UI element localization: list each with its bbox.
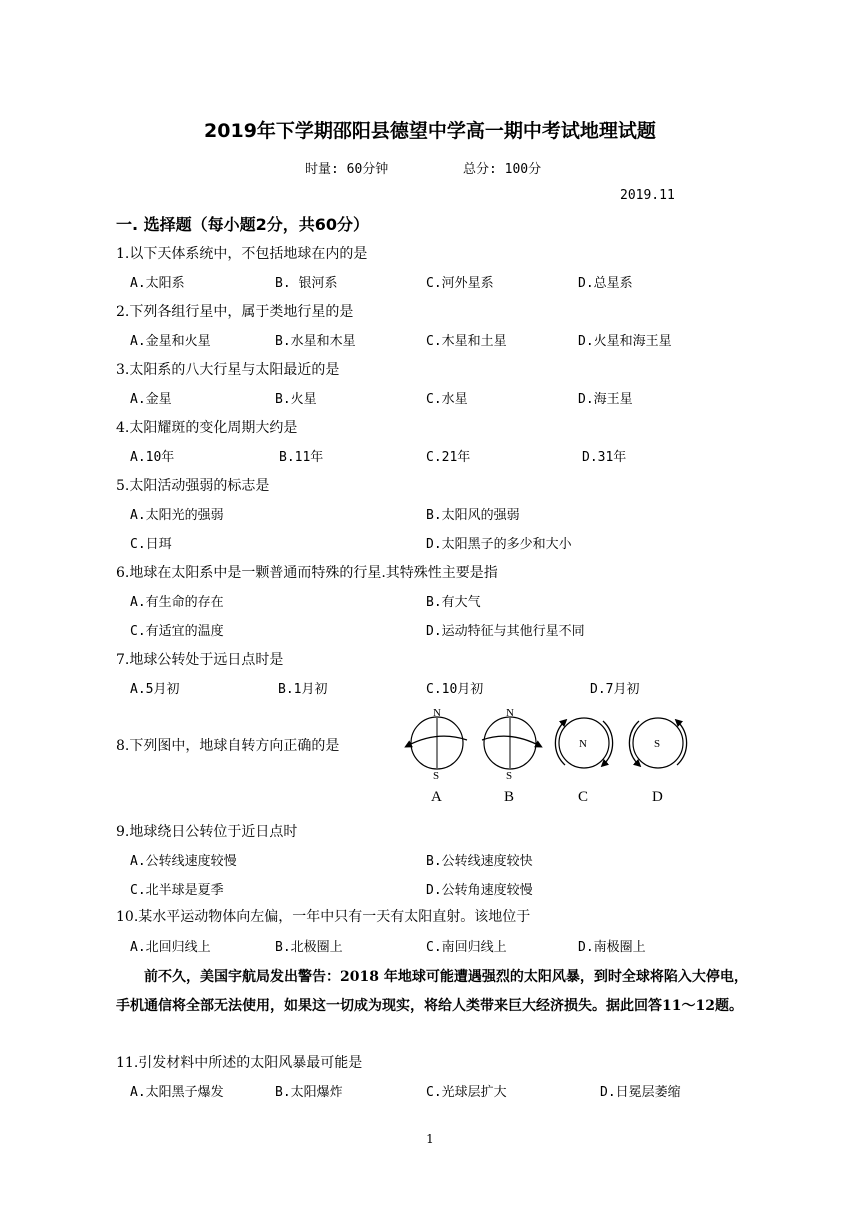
option: D.运动特征与其他行星不同: [426, 624, 585, 639]
south-pole-label: S: [654, 738, 661, 750]
option: C.日珥: [130, 537, 172, 552]
figure-label: C: [578, 789, 589, 805]
option: A.金星和火星: [130, 334, 211, 349]
exam-score: 总分: 100分: [463, 162, 542, 177]
option: B.1月初: [278, 682, 328, 697]
reading-passage: 前不久，美国宇航局发出警告：2018 年地球可能遭遇强烈的太阳风暴，到时全球将陷入大停电，手机通信将全部无法使用，如果这一切成为现实，将给人类带来巨大经济损失。据此回答11～12题。: [116, 969, 748, 1014]
option: C.北半球是夏季: [130, 883, 224, 898]
option: C.河外星系: [426, 276, 494, 291]
option: A.太阳黑子爆发: [130, 1085, 224, 1100]
option: D.公转角速度较慢: [426, 883, 533, 898]
exam-time: 时量: 60分钟: [305, 162, 389, 177]
option: D.7月初: [590, 682, 640, 697]
option: D.海王星: [578, 392, 633, 407]
option: A.有生命的存在: [130, 595, 224, 610]
option: B.公转线速度较快: [426, 854, 533, 869]
question-stem: 3.太阳系的八大行星与太阳最近的是: [116, 362, 340, 378]
figure-label: B: [504, 789, 515, 805]
question-stem: 6.地球在太阳系中是一颗普通而特殊的行星.其特殊性主要是指: [116, 565, 498, 581]
question-stem: 2.下列各组行星中，属于类地行星的是: [116, 304, 354, 320]
option: D.太阳黑子的多少和大小: [426, 537, 572, 552]
option: C.21年: [426, 450, 471, 465]
option: C.有适宜的温度: [130, 624, 224, 639]
rotation-figure: [400, 700, 700, 810]
south-pole-label: S: [433, 770, 440, 782]
question-stem: 7.地球公转处于远日点时是: [116, 652, 284, 668]
option: B. 银河系: [275, 276, 338, 291]
option: B.火星: [275, 392, 317, 407]
option: A.北回归线上: [130, 940, 211, 955]
option: C.光球层扩大: [426, 1085, 507, 1100]
page-number: 1: [426, 1132, 434, 1146]
figure-label: D: [652, 789, 663, 805]
option: C.水星: [426, 392, 468, 407]
south-pole-label: S: [506, 770, 513, 782]
option: D.火星和海王星: [578, 334, 672, 349]
option: A.太阳系: [130, 276, 185, 291]
option: B.太阳风的强弱: [426, 508, 520, 523]
question-stem: 9.地球绕日公转位于近日点时: [116, 824, 298, 840]
option: D.南极圈上: [578, 940, 646, 955]
option: B.太阳爆炸: [275, 1085, 343, 1100]
option: D.日冕层萎缩: [600, 1085, 681, 1100]
section-title: 一. 选择题（每小题2分，共60分）: [116, 215, 370, 234]
globe-b: [482, 707, 540, 782]
globe-a: [407, 707, 467, 782]
option: A.太阳光的强弱: [130, 508, 224, 523]
north-pole-label: N: [579, 738, 587, 750]
figure-label: A: [431, 789, 442, 805]
exam-date: 2019.11: [620, 188, 675, 203]
option: B.北极圈上: [275, 940, 343, 955]
option: C.木星和土星: [426, 334, 507, 349]
option: A.5月初: [130, 682, 180, 697]
globe-c: [555, 718, 612, 768]
option: A.金星: [130, 392, 172, 407]
question-stem: 1.以下天体系统中，不包括地球在内的是: [116, 246, 368, 262]
option: D.总星系: [578, 276, 633, 291]
question-stem: 8.下列图中，地球自转方向正确的是: [116, 738, 340, 754]
option: B.11年: [279, 450, 324, 465]
question-stem: 10.某水平运动物体向左偏，一年中只有一天有太阳直射。该地位于: [116, 909, 531, 925]
option: A.10年: [130, 450, 175, 465]
option: C.10月初: [426, 682, 484, 697]
question-stem: 11.引发材料中所述的太阳风暴最可能是: [116, 1055, 363, 1071]
north-pole-label: N: [433, 707, 441, 719]
north-pole-label: N: [506, 707, 514, 719]
rotation-arrow: [482, 736, 540, 746]
option: D.31年: [582, 450, 627, 465]
question-stem: 5.太阳活动强弱的标志是: [116, 478, 270, 494]
page-title: 2019年下学期邵阳县德望中学高一期中考试地理试题: [204, 120, 656, 142]
option: A.公转线速度较慢: [130, 854, 237, 869]
option: B.水星和木星: [275, 334, 356, 349]
option: B.有大气: [426, 595, 481, 610]
globe-d: [629, 718, 686, 768]
option: C.南回归线上: [426, 940, 507, 955]
question-stem: 4.太阳耀斑的变化周期大约是: [116, 420, 298, 436]
